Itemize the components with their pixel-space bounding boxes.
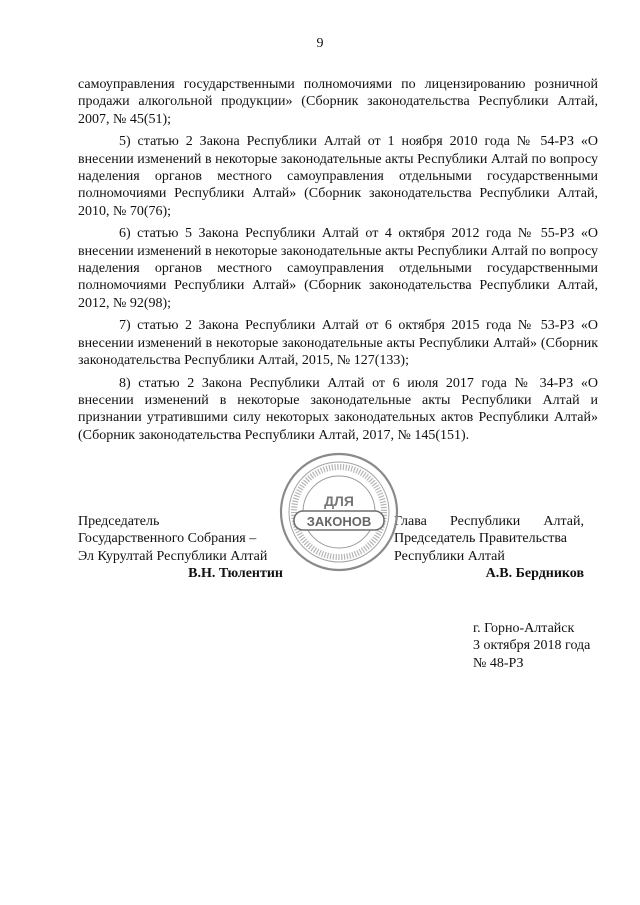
- place-date-block: [473, 620, 590, 672]
- signature-title-line: Государственного Собрания –: [78, 531, 257, 547]
- city: г. Горно-Алтайск: [473, 621, 575, 636]
- signature-block-chairman: [78, 513, 288, 583]
- signature-title-line: Эл Курултай Республики Алтай: [78, 548, 268, 564]
- official-stamp: [278, 451, 400, 573]
- page-number: 9: [316, 36, 324, 51]
- signature-title-line: Председатель Правительства: [394, 531, 567, 547]
- signature-title-line: Республики Алтай: [394, 548, 505, 564]
- paragraph: 7) статью 2 Закона Республики Алтай от 6 октября 2015 года № 53-РЗ «О внесении изменений в некоторые законодательные акты Республики Алтай» (Сборник законодательства Республики Алтай, 2015, № 127(133);: [78, 318, 598, 369]
- signatory-name: А.В. Бердников: [485, 566, 584, 582]
- law-number: № 48-РЗ: [473, 655, 524, 671]
- signature-title-line: Председатель: [78, 514, 160, 529]
- paragraph: 5) статью 2 Закона Республики Алтай от 1 ноября 2010 года № 54-РЗ «О внесении изменений в некоторые законодательные акты Республики Алтай по вопросу наделения органов местного самоуправления отдельными государственными полномочиями Республики Алтай» (Сборник законодательства Республики Алтай, 2010, № 70(76);: [78, 134, 598, 219]
- date: 3 октября 2018 года: [473, 638, 591, 654]
- signature-block-head: [394, 513, 604, 583]
- paragraph: 6) статью 5 Закона Республики Алтай от 4 октября 2012 года № 55-РЗ «О внесении изменений в некоторые законодательные акты Республики Алтай по вопросу наделения органов местного самоуправления отдельными государственными полномочиями Республики Алтай» (Сборник законодательства Республики Алтай, 2012, № 92(98);: [78, 226, 598, 311]
- signatory-name: В.Н. Тюлентин: [188, 566, 283, 582]
- document-body: [78, 76, 598, 449]
- stamp-text-main: ЗАКОНОВ: [306, 514, 372, 529]
- signature-title-line: Глава Республики Алтай,: [394, 514, 584, 529]
- paragraph: 8) статью 2 Закона Республики Алтай от 6 июля 2017 года № 34-РЗ «О внесении изменений в некоторые законодательные акты Республики Алтай и признании утратившими силу некоторых законодательных актов Республики Алтай» (Сборник законодательства Республики Алтай, 2017, № 145(151).: [78, 375, 598, 443]
- stamp-text-top: ДЛЯ: [324, 493, 354, 509]
- paragraph: самоуправления государственными полномочиями по лицензированию розничной продажи алкогольной продукции» (Сборник законодательства Республики Алтай, 2007, № 45(51);: [78, 77, 598, 127]
